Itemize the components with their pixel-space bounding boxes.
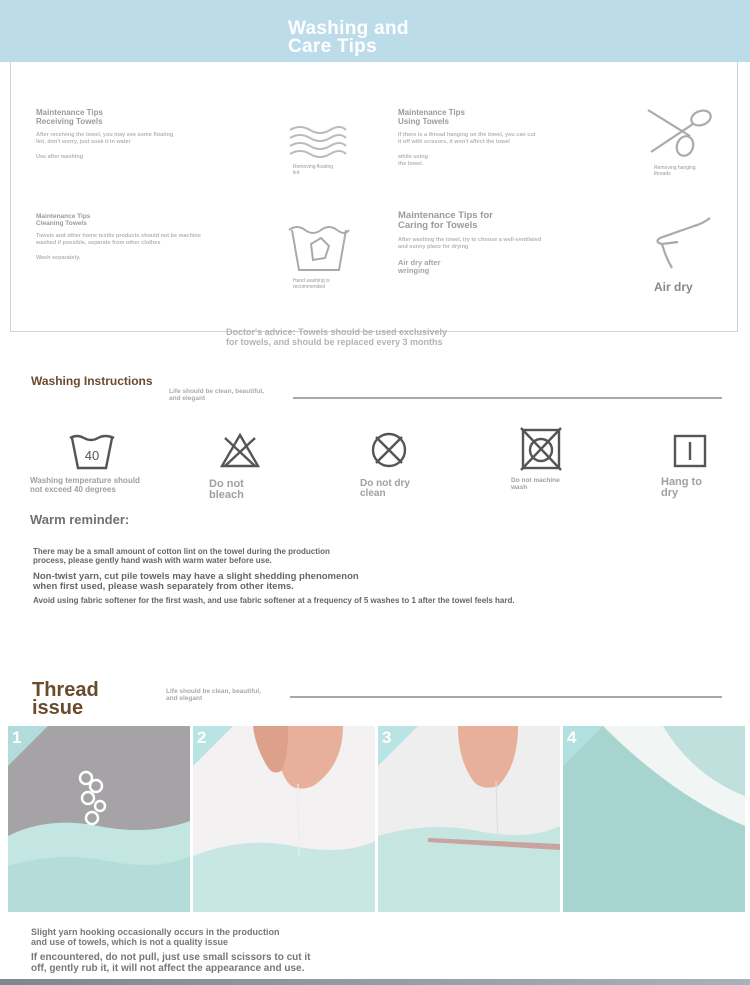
tip-cleaning-title: Maintenance Tips Cleaning Towels bbox=[36, 213, 91, 227]
tip-caring-title: Maintenance Tips for Caring for Towels bbox=[398, 210, 493, 231]
reminder-line-1: There may be a small amount of cotton lint on the towel during the production process, please gently hand wash with warm water before use. bbox=[33, 547, 330, 565]
step-photo-3 bbox=[378, 726, 560, 912]
step-badge-2 bbox=[193, 726, 233, 766]
waves-icon bbox=[288, 124, 348, 164]
step-badge-3 bbox=[378, 726, 418, 766]
tip-caring-text: After washing the towel, try to choose a well-ventilated and sunny place for drying bbox=[398, 237, 542, 250]
tip-using bbox=[398, 108, 536, 168]
tip-using-text2: while using the towel. bbox=[398, 154, 428, 167]
step-number-3: 3 bbox=[382, 728, 392, 747]
reminder-title: Warm reminder: bbox=[30, 512, 130, 527]
step-photo-1 bbox=[8, 726, 190, 912]
no-dry-clean-caption: Do not dry clean bbox=[360, 478, 410, 499]
no-bleach-icon bbox=[219, 432, 261, 470]
tip-cleaning bbox=[36, 213, 201, 262]
tip-caring-text2: Air dry after wringing bbox=[398, 258, 441, 275]
step-number-4: 4 bbox=[567, 728, 577, 747]
step-badge-4 bbox=[563, 726, 603, 766]
step-number-1: 1 bbox=[12, 728, 22, 747]
thread-slogan: Life should be clean, beautiful, and elegant bbox=[166, 688, 261, 702]
page-title: Washing and Care Tips bbox=[288, 18, 409, 57]
wash-40-icon bbox=[68, 432, 116, 470]
tip-receiving-text: After receiving the towel, you may see some floating lint, don't worry, just soak it in water bbox=[36, 132, 174, 145]
step-badge-1 bbox=[8, 726, 48, 766]
thread-issue-title: Thread issue bbox=[32, 679, 99, 719]
footer-bar bbox=[0, 979, 750, 985]
tip-cleaning-text2: Wash separately. bbox=[36, 255, 81, 261]
hanger-icon bbox=[652, 214, 716, 270]
tips-box bbox=[10, 62, 738, 332]
scissors-caption: Removing hanging threads bbox=[654, 165, 696, 177]
hang-dry-caption: Hang to dry bbox=[661, 476, 702, 499]
tip-cleaning-text: Towels and other home textile products should not be machine washed if possible, separate from other clothes bbox=[36, 233, 201, 246]
tip-receiving-text2: Use after washing bbox=[36, 154, 84, 160]
washing-slogan: Life should be clean, beautiful, and elegant bbox=[169, 388, 264, 402]
washing-instructions-title: Washing Instructions bbox=[31, 374, 153, 388]
no-machine-wash-caption: Do not machine wash bbox=[511, 477, 560, 491]
tip-receiving bbox=[36, 108, 173, 161]
doctor-advice: Doctor's advice: Towels should be used exclusively for towels, and should be replaced every 3 months bbox=[226, 327, 448, 347]
hand-wash-icon bbox=[287, 220, 351, 274]
step-number-2: 2 bbox=[197, 728, 207, 747]
washing-divider bbox=[293, 397, 722, 399]
reminder-line-2: Non-twist yarn, cut pile towels may have a slight shedding phenomenon when first used, please wash separately from other items. bbox=[33, 571, 359, 592]
wash-temp-label: 40 bbox=[84, 448, 100, 463]
hand-wash-caption: Hand washing is recommended bbox=[293, 278, 330, 290]
no-bleach-caption: Do not bleach bbox=[209, 478, 244, 501]
thread-divider bbox=[290, 696, 722, 698]
tip-using-title: Maintenance Tips Using Towels bbox=[398, 108, 465, 126]
air-dry-caption: Air dry bbox=[654, 280, 693, 294]
wash-temp-caption: Washing temperature should not exceed 40 degrees bbox=[30, 476, 140, 494]
tip-receiving-title: Maintenance Tips Receiving Towels bbox=[36, 108, 103, 126]
lint-caption: Removing floating lint bbox=[293, 164, 334, 176]
step-photo-2 bbox=[193, 726, 375, 912]
hang-dry-icon bbox=[672, 433, 708, 469]
step-photo-4 bbox=[563, 726, 745, 912]
thread-note-2: If encountered, do not pull, just use small scissors to cut it off, gently rub it, it will not affect the appearance and use. bbox=[31, 952, 311, 974]
reminder-line-3: Avoid using fabric softener for the first wash, and use fabric softener at a frequency of 5 washes to 1 after the towel feels hard. bbox=[33, 596, 515, 605]
thread-note-1: Slight yarn hooking occasionally occurs in the production and use of towels, which is not a quality issue bbox=[31, 927, 280, 947]
tip-using-text: If there is a thread hanging on the towel, you can cut it off with scissors, it won't affect the towel bbox=[398, 132, 536, 145]
tip-caring bbox=[398, 211, 541, 275]
no-dry-clean-icon bbox=[369, 430, 409, 470]
scissors-icon bbox=[645, 106, 717, 161]
no-machine-wash-icon bbox=[519, 426, 563, 472]
